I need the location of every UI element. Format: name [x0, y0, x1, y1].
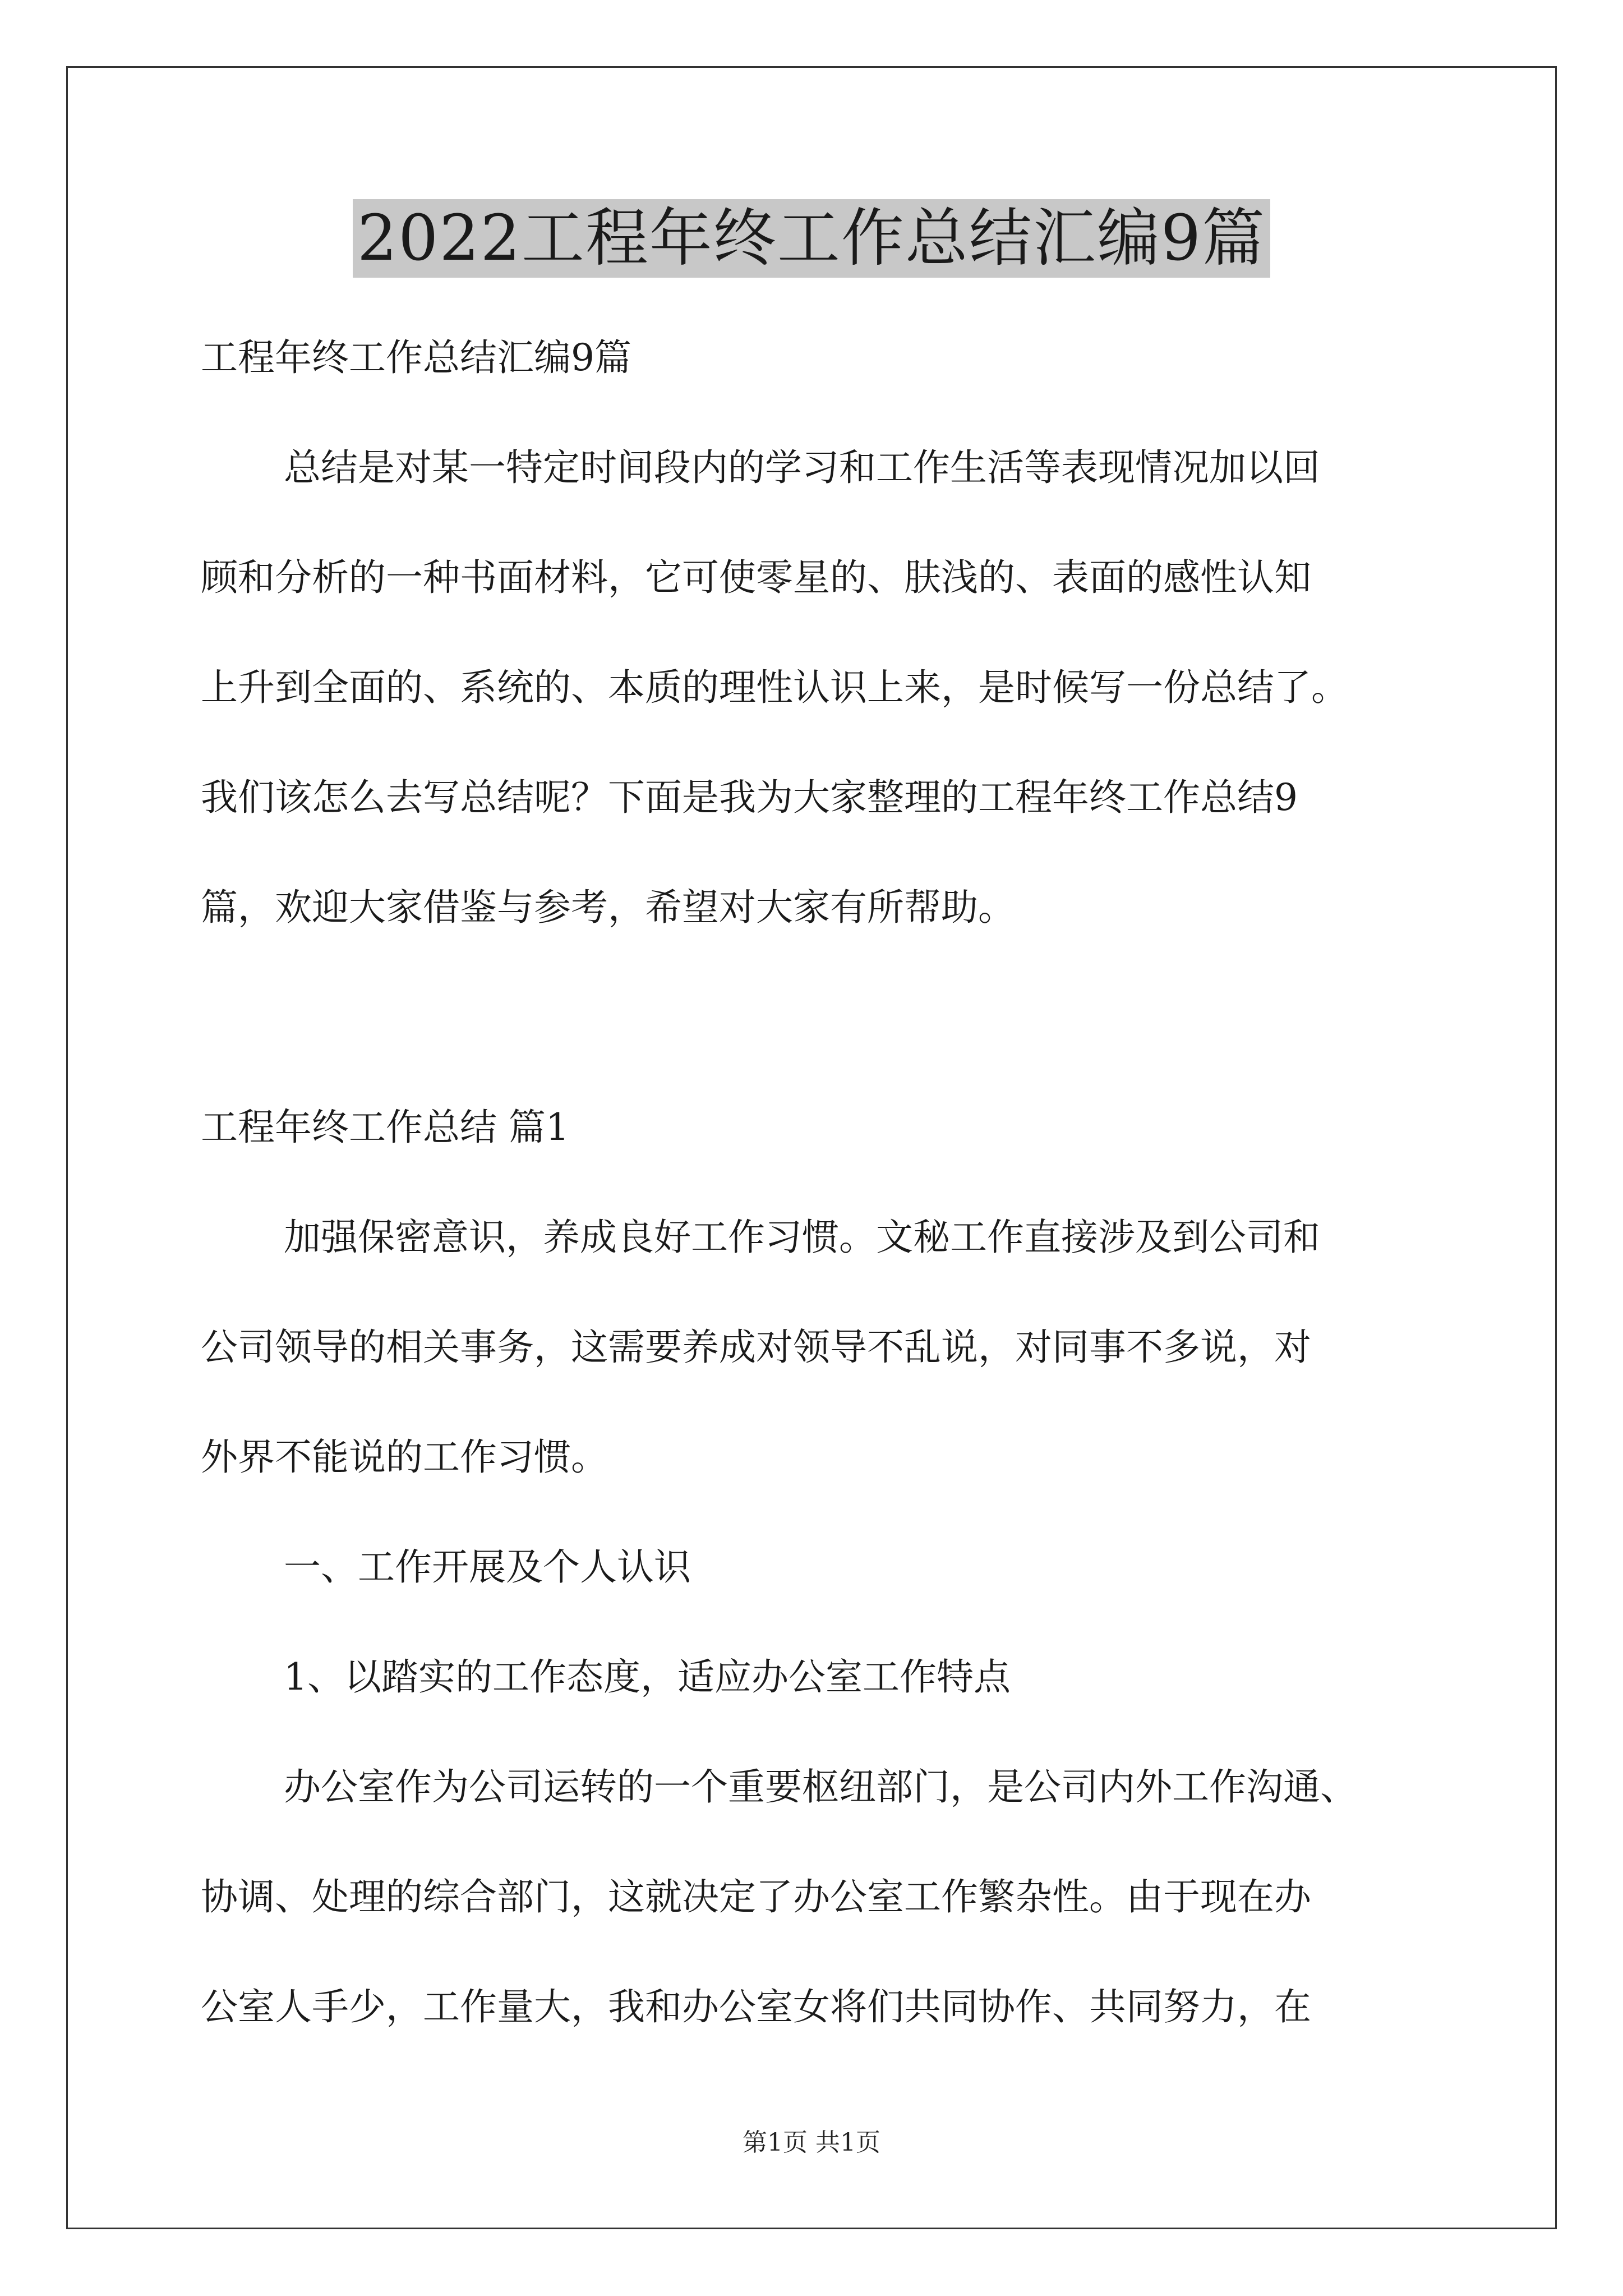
document-title: 2022工程年终工作总结汇编9篇: [353, 199, 1270, 278]
subheading-line: 1、以踏实的工作态度，适应办公室工作特点: [284, 1655, 1011, 1699]
paragraph-line: 办公室作为公司运转的一个重要枢纽部门，是公司内外工作沟通、: [284, 1765, 1357, 1809]
page-footer: 第1页 共1页: [743, 2128, 880, 2157]
paragraph-line: 公室人手少，工作量大，我和办公室女将们共同协作、共同努力，在: [201, 1985, 1311, 2028]
section-heading: 工程年终工作总结 篇1: [201, 1106, 569, 1149]
title-wrap: [0, 199, 1623, 278]
paragraph-line: 顾和分析的一种书面材料，它可使零星的、肤浅的、表面的感性认知: [201, 556, 1311, 599]
paragraph-line: 我们该怎么去写总结呢？下面是我为大家整理的工程年终工作总结9: [201, 776, 1298, 819]
subheading-line: 一、工作开展及个人认识: [284, 1545, 691, 1589]
subtitle-line: 工程年终工作总结汇编9篇: [201, 336, 631, 379]
paragraph-line: 篇，欢迎大家借鉴与参考，希望对大家有所帮助。: [201, 886, 1015, 929]
document-body: [201, 303, 1479, 2062]
blank-line: [201, 963, 1479, 1073]
paragraph-line: 公司领导的相关事务，这需要养成对领导不乱说，对同事不多说，对: [201, 1326, 1311, 1369]
paragraph-line: 加强保密意识，养成良好工作习惯。文秘工作直接涉及到公司和: [284, 1216, 1320, 1259]
paragraph-line: 总结是对某一特定时间段内的学习和工作生活等表现情况加以回: [284, 446, 1320, 489]
paragraph-line: 上升到全面的、系统的、本质的理性认识上来，是时候写一份总结了。: [201, 666, 1348, 709]
paragraph-line: 协调、处理的综合部门，这就决定了办公室工作繁杂性。由于现在办: [201, 1875, 1311, 1918]
paragraph-line: 外界不能说的工作习惯。: [201, 1435, 608, 1479]
